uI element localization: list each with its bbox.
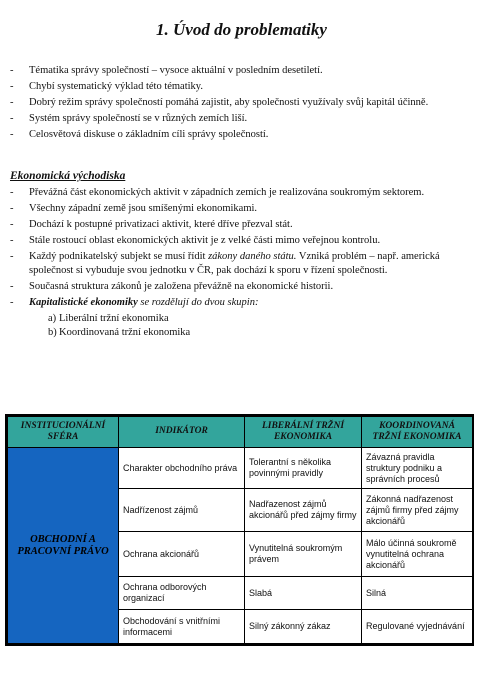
liberal-cell: Silný zákonný zákaz bbox=[245, 610, 362, 644]
dash-marker: - bbox=[10, 219, 14, 230]
list-item bbox=[10, 250, 460, 278]
coordinated-cell: Závazná pravidla struktury podniku a správních procesů bbox=[362, 448, 473, 489]
liberal-cell: Slabá bbox=[245, 577, 362, 610]
list-item-text: Chybí systematický výklad této tématiky. bbox=[29, 81, 203, 92]
list-item-text: se rozdělují do dvou skupin: bbox=[137, 297, 259, 308]
indicator-cell: Ochrana odborových organizací bbox=[119, 577, 245, 610]
list-item bbox=[10, 96, 460, 110]
indicator-cell: Obchodování s vnitřními informacemi bbox=[119, 610, 245, 644]
list-item-text: Liberální tržní ekonomika bbox=[59, 313, 169, 324]
indicator-cell: Charakter obchodního práva bbox=[119, 448, 245, 489]
dash-marker: - bbox=[10, 203, 14, 214]
liberal-cell: Nadřazenost zájmů akcionářů před zájmy firmy bbox=[245, 489, 362, 532]
list-item bbox=[10, 234, 460, 248]
list-item-text: Převážná část ekonomických aktivit v západních zemích je realizována soukromým sektorem. bbox=[29, 187, 425, 198]
intro-bullet-list bbox=[10, 64, 460, 144]
dash-marker: - bbox=[10, 297, 14, 308]
list-item-text-start: Každý podnikatelský subjekt se musí řídit bbox=[29, 251, 209, 262]
list-item bbox=[10, 186, 460, 200]
dash-marker: - bbox=[10, 113, 14, 124]
table-row bbox=[8, 448, 473, 489]
indicator-cell: Nadřízenost zájmů bbox=[119, 489, 245, 532]
list-item-text: Celosvětová diskuse o základním cíli správy společností. bbox=[29, 129, 269, 140]
list-item bbox=[29, 312, 460, 326]
list-item-text: Tématika správy společností – vysoce aktuální v posledním desetiletí. bbox=[29, 65, 323, 76]
table-header-row bbox=[8, 417, 473, 448]
list-item bbox=[10, 64, 460, 78]
list-letter: a) bbox=[48, 313, 57, 324]
dash-marker: - bbox=[10, 281, 14, 292]
economic-bullet-list bbox=[10, 186, 460, 342]
column-header-liberal: LIBERÁLNÍ TRŽNÍ EKONOMIKA bbox=[245, 417, 362, 448]
list-item bbox=[29, 326, 460, 340]
coordinated-cell: Zákonná nadřazenost zájmů firmy před zájmy akcionářů bbox=[362, 489, 473, 532]
coordinated-cell: Málo účinná soukromě vynutitelná ochrana akcionářů bbox=[362, 532, 473, 577]
list-item-text: Systém správy společností se v různých zemích liší. bbox=[29, 113, 248, 124]
dash-marker: - bbox=[10, 235, 14, 246]
list-item bbox=[10, 280, 460, 294]
list-item bbox=[10, 112, 460, 126]
list-item bbox=[10, 202, 460, 216]
dash-marker: - bbox=[10, 97, 14, 108]
list-item bbox=[10, 128, 460, 142]
sphere-cell: OBCHODNÍ A PRACOVNÍ PRÁVO bbox=[8, 448, 119, 644]
list-letter: b) bbox=[48, 327, 57, 338]
list-item-text: Všechny západní země jsou smíšenými ekonomikami. bbox=[29, 203, 258, 214]
emphasis-text: zákony daného státu. bbox=[208, 251, 297, 262]
dash-marker: - bbox=[10, 81, 14, 92]
list-item-text: Dobrý režim správy společností pomáhá zajistit, aby společnosti využívaly svůj kapitál účinně. bbox=[29, 97, 429, 108]
dash-marker: - bbox=[10, 187, 14, 198]
economy-groups-list bbox=[29, 312, 460, 340]
liberal-cell: Vynutitelná soukromým právem bbox=[245, 532, 362, 577]
dash-marker: - bbox=[10, 65, 14, 76]
list-item-text: Současná struktura zákonů je založena převážně na ekonomické historii. bbox=[29, 281, 334, 292]
indicator-cell: Ochrana akcionářů bbox=[119, 532, 245, 577]
comparison-table-grid bbox=[7, 416, 473, 644]
list-item bbox=[10, 218, 460, 232]
list-item-text: Dochází k postupné privatizaci aktivit, které dříve přezval stát. bbox=[29, 219, 293, 230]
page-title: 1. Úvod do problematiky bbox=[156, 20, 327, 39]
comparison-table bbox=[5, 414, 474, 646]
dash-marker: - bbox=[10, 129, 14, 140]
list-item-text-end: Vzniká problém – např. americká společnost si vybuduje svou jednotku v ČR, pak dochází k sporu v řízení společnosti. bbox=[29, 251, 440, 276]
list-item-text: Koordinovaná tržní ekonomika bbox=[59, 327, 191, 338]
coordinated-cell: Silná bbox=[362, 577, 473, 610]
emphasis-text: Kapitalistické ekonomiky bbox=[29, 297, 138, 308]
list-item-text: Stále rostoucí oblast ekonomických aktivit je z velké části mimo veřejnou kontrolu. bbox=[29, 235, 381, 246]
column-header-sphere: INSTITUCIONÁLNÍ SFÉRA bbox=[8, 417, 119, 448]
list-item bbox=[10, 80, 460, 94]
coordinated-cell: Regulované vyjednávání bbox=[362, 610, 473, 644]
column-header-indicator: INDIKÁTOR bbox=[119, 417, 245, 448]
section-heading-economic: Ekonomická východiska bbox=[10, 170, 126, 182]
column-header-coordinated: KOORDINOVANÁ TRŽNÍ EKONOMIKA bbox=[362, 417, 473, 448]
liberal-cell: Tolerantní s několika povinnými pravidly bbox=[245, 448, 362, 489]
dash-marker: - bbox=[10, 251, 14, 262]
list-item bbox=[10, 296, 460, 340]
